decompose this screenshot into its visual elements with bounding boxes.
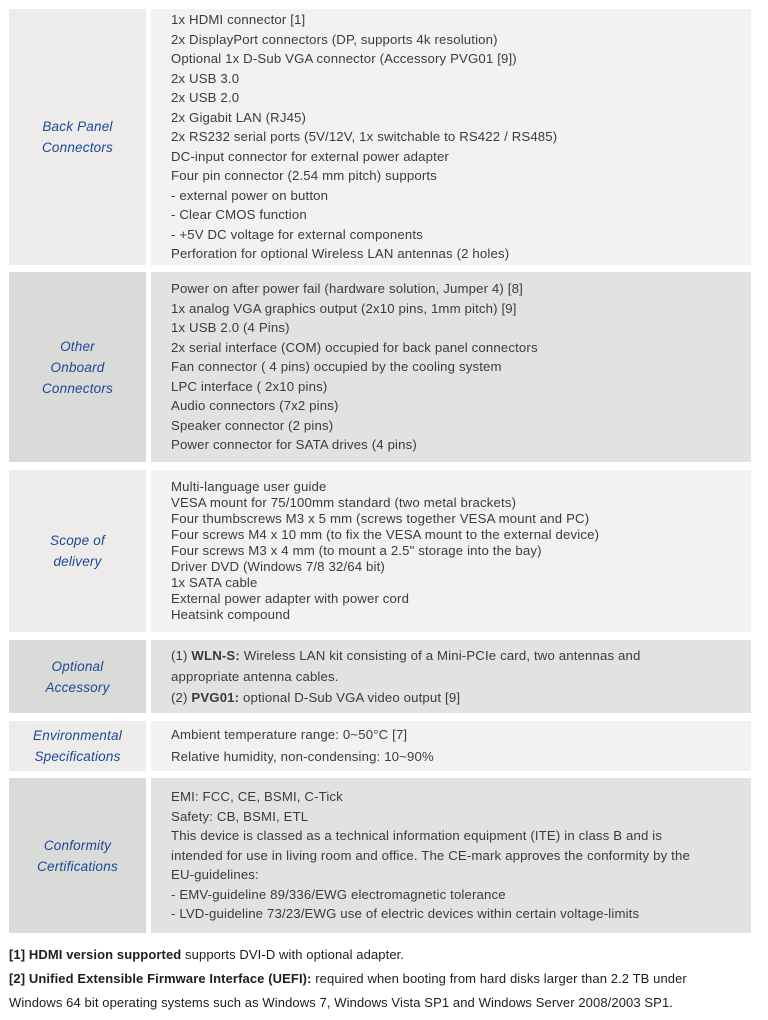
row-label-scope-of-delivery	[9, 470, 146, 632]
row-content-scope-of-delivery	[151, 470, 751, 632]
spec-table	[9, 9, 751, 933]
spec-row-optional-accessory	[9, 640, 751, 713]
spec-line: VESA mount for 75/100mm standard (two metal brackets)	[171, 495, 517, 510]
spec-line: - external power on button	[171, 187, 329, 203]
spec-line: LPC interface ( 2x10 pins)	[171, 378, 328, 394]
spec-line: 1x HDMI connector [1]	[171, 12, 306, 28]
spec-line: Fan connector ( 4 pins) occupied by the cooling system	[171, 359, 502, 375]
label-line: Conformity	[43, 837, 112, 853]
row-content-environmental-specifications	[151, 721, 751, 771]
label-line: Specifications	[34, 749, 121, 764]
row-content-back-panel-connectors	[151, 9, 751, 265]
label-line: delivery	[53, 554, 102, 569]
spec-line: Audio connectors (7x2 pins)	[171, 398, 339, 414]
spec-line: Four pin connector (2.54 mm pitch) supports	[171, 168, 437, 184]
spec-line: Ambient temperature range: 0~50°C [7]	[171, 727, 408, 742]
spec-line: External power adapter with power cord	[171, 591, 410, 606]
spec-line: Safety: CB, BSMI, ETL	[171, 808, 309, 824]
label-line: Connectors	[41, 140, 114, 155]
spec-line: (1) WLN-S: Wireless LAN kit consisting of a Mini-PCIe card, two antennas and	[171, 648, 641, 663]
spec-line: - LVD-guideline 73/23/EWG use of electric devices within certain voltage-limits	[171, 906, 640, 922]
footnote-line: [1] HDMI version supported supports DVI-D with optional adapter.	[9, 947, 405, 962]
spec-line: 2x serial interface (COM) occupied for back panel connectors	[171, 339, 538, 355]
spec-line: Speaker connector (2 pins)	[171, 417, 334, 433]
spec-line: EMI: FCC, CE, BSMI, C-Tick	[171, 789, 343, 805]
footnote-line: Windows 64 bit operating systems such as Windows 7, Windows Vista SP1 and Windows Server 2008/2003 SP1.	[9, 995, 673, 1010]
row-label-other-onboard-connectors	[9, 272, 146, 462]
row-content-other-onboard-connectors	[151, 272, 751, 462]
spec-line: intended for use in living room and office. The CE-mark approves the conformity by the	[171, 847, 690, 863]
spec-line: This device is classed as a technical information equipment (ITE) in class B and is	[171, 828, 663, 844]
row-label-back-panel-connectors	[9, 9, 146, 265]
spec-line: - EMV-guideline 89/336/EWG electromagnetic tolerance	[171, 886, 506, 902]
spec-line: 1x SATA cable	[171, 575, 258, 590]
row-label-optional-accessory	[9, 640, 146, 713]
spec-row-conformity-certifications	[9, 778, 751, 933]
spec-line: - +5V DC voltage for external components	[171, 226, 423, 242]
row-content-conformity-certifications	[151, 778, 751, 933]
spec-line: - Clear CMOS function	[171, 207, 307, 223]
spec-line: Power connector for SATA drives (4 pins)	[171, 437, 417, 453]
spec-line: Relative humidity, non-condensing: 10~90%	[171, 749, 434, 764]
label-line: Accessory	[45, 679, 110, 695]
spec-row-scope-of-delivery	[9, 470, 751, 632]
spec-line: appropriate antenna cables.	[171, 669, 339, 684]
spec-line: 1x USB 2.0 (4 Pins)	[171, 320, 290, 336]
spec-line: Driver DVD (Windows 7/8 32/64 bit)	[171, 559, 385, 574]
spec-line: 2x Gigabit LAN (RJ45)	[171, 109, 307, 125]
label-line: Back Panel	[42, 119, 113, 134]
spec-row-environmental-specifications	[9, 721, 751, 771]
label-line: Optional	[51, 658, 104, 674]
spec-line: 2x RS232 serial ports (5V/12V, 1x switchable to RS422 / RS485)	[171, 129, 558, 145]
row-label-conformity-certifications	[9, 778, 146, 933]
spec-line: 1x analog VGA graphics output (2x10 pins, 1mm pitch) [9]	[171, 300, 517, 316]
spec-line: EU-guidelines:	[171, 867, 259, 883]
row-content-optional-accessory	[151, 640, 751, 713]
spec-line: Four screws M3 x 4 mm (to mount a 2.5" storage into the bay)	[171, 543, 542, 558]
spec-line: Four thumbscrews M3 x 5 mm (screws together VESA mount and PC)	[171, 511, 590, 526]
spec-line: 2x USB 2.0	[171, 90, 240, 106]
spec-line: 2x DisplayPort connectors (DP, supports 4k resolution)	[171, 31, 498, 47]
label-line: Certifications	[37, 858, 118, 874]
spec-line: DC-input connector for external power adapter	[171, 148, 449, 164]
label-line: Connectors	[41, 380, 114, 396]
spec-line: Multi-language user guide	[171, 479, 327, 494]
spec-line: Optional 1x D-Sub VGA connector (Accessory PVG01 [9])	[171, 51, 517, 67]
row-label-environmental-specifications	[9, 721, 146, 771]
spec-line: Four screws M4 x 10 mm (to fix the VESA mount to the external device)	[171, 527, 600, 542]
spec-line: 2x USB 3.0	[171, 70, 240, 86]
spec-line: Power on after power fail (hardware solution, Jumper 4) [8]	[171, 281, 523, 297]
label-line: Scope of	[50, 533, 105, 548]
spec-line: Perforation for optional Wireless LAN antennas (2 holes)	[171, 246, 510, 262]
label-line: Other	[60, 338, 95, 354]
spec-row-other-onboard-connectors	[9, 272, 751, 462]
label-line: Onboard	[50, 359, 105, 375]
footnote-line: [2] Unified Extensible Firmware Interface (UEFI): required when booting from hard disks larger than 2.2 TB under	[9, 971, 687, 986]
footnotes	[9, 943, 765, 1015]
label-line: Environmental	[33, 728, 122, 743]
spec-row-back-panel-connectors	[9, 9, 751, 265]
spec-line: (2) PVG01: optional D-Sub VGA video output [9]	[171, 690, 461, 705]
spec-line: Heatsink compound	[171, 607, 291, 622]
